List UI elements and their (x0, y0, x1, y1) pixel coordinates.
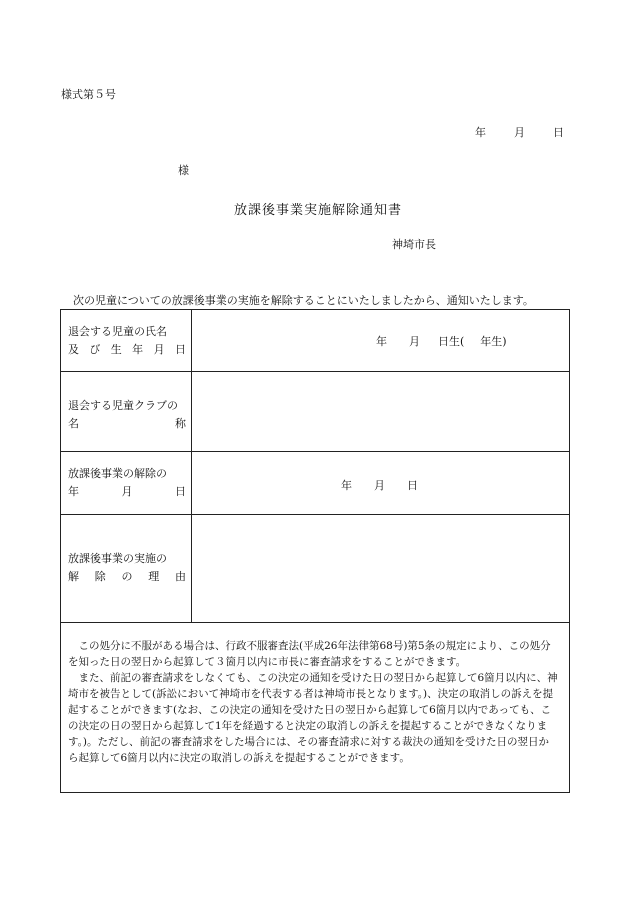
issue-date-line (475, 124, 564, 140)
row-label (68, 323, 186, 359)
cancel-month-label: 月 (374, 479, 385, 492)
row-label-line: 放課後事業の実施の (68, 552, 167, 565)
birthdate-value[interactable] (376, 333, 507, 349)
birth-day-label: 日生( (438, 335, 465, 348)
document-title: 放課後事業実施解除通知書 (234, 203, 403, 218)
addressee-suffix: 様 (178, 164, 189, 177)
row-club-name (61, 372, 569, 452)
label-cell (61, 515, 192, 622)
date-month-label: 月 (514, 126, 525, 139)
birth-year-label: 年 (376, 335, 387, 348)
club-name-value[interactable] (201, 392, 561, 432)
form-number: 様式第５号 (61, 88, 116, 101)
birth-month-label: 月 (409, 335, 420, 348)
date-year-label: 年 (475, 126, 486, 139)
row-label-line: 退会する児童の氏名 (68, 325, 167, 338)
cancel-day-label: 日 (407, 479, 418, 492)
issuer-name: 神埼市長 (392, 238, 436, 251)
date-day-label: 日 (553, 126, 564, 139)
appeal-notice (61, 623, 569, 793)
grade-label: 年生) (480, 335, 507, 348)
intro-text: 次の児童についての放課後事業の実施を解除することにいたしましたから、通知いたします。 (73, 294, 534, 307)
row-label-line: 退会する児童クラブの (68, 399, 178, 412)
notice-paragraph: また、前記の審査請求をしなくても、この決定の通知を受けた日の翌日から起算して6箇月以内に、神埼市を被告として(訴訟において神埼市を代表する者は神埼市長となります。)、決定の取消しの訴えを提起することができます(なお、この決定の通知を受けた日の翌日から起算して6箇月以内であっても、この決定の日の翌日から起算して1年を経過すると決定の取消しの訴えを提起することができなくなります。)。ただし、前記の審査請求をした場合には、その審査請求に対する裁決の通知を受けた日の翌日から起算して6箇月以内に決定の取消しの訴えを提起することができます。 (68, 672, 558, 764)
row-cancellation-date (61, 452, 569, 515)
label-cell (61, 372, 192, 451)
row-label (68, 397, 186, 433)
row-label-line: 及 び 生 年 月 日 (68, 343, 186, 356)
row-label-line: 名 称 (68, 417, 186, 430)
label-cell (61, 310, 192, 371)
cancellation-reason-value[interactable] (201, 530, 561, 610)
row-cancellation-reason (61, 515, 569, 623)
label-cell (61, 452, 192, 514)
cancellation-date-value[interactable] (341, 477, 418, 493)
notice-paragraph: この処分に不服がある場合は、行政不服審査法(平成26年法律第68号)第5条の規定により、この処分を知った日の翌日から起算して３箇月以内に市長に審査請求をすることができます。 (68, 640, 551, 668)
row-label (68, 465, 186, 501)
row-child-name-birthdate (61, 310, 569, 372)
row-label (68, 550, 186, 586)
row-label-line: 年 月 日 (68, 485, 186, 498)
row-label-line: 解 除 の 理 由 (68, 570, 186, 583)
cancel-year-label: 年 (341, 479, 352, 492)
row-label-line: 放課後事業の解除の (68, 467, 167, 480)
form-table (60, 309, 570, 793)
